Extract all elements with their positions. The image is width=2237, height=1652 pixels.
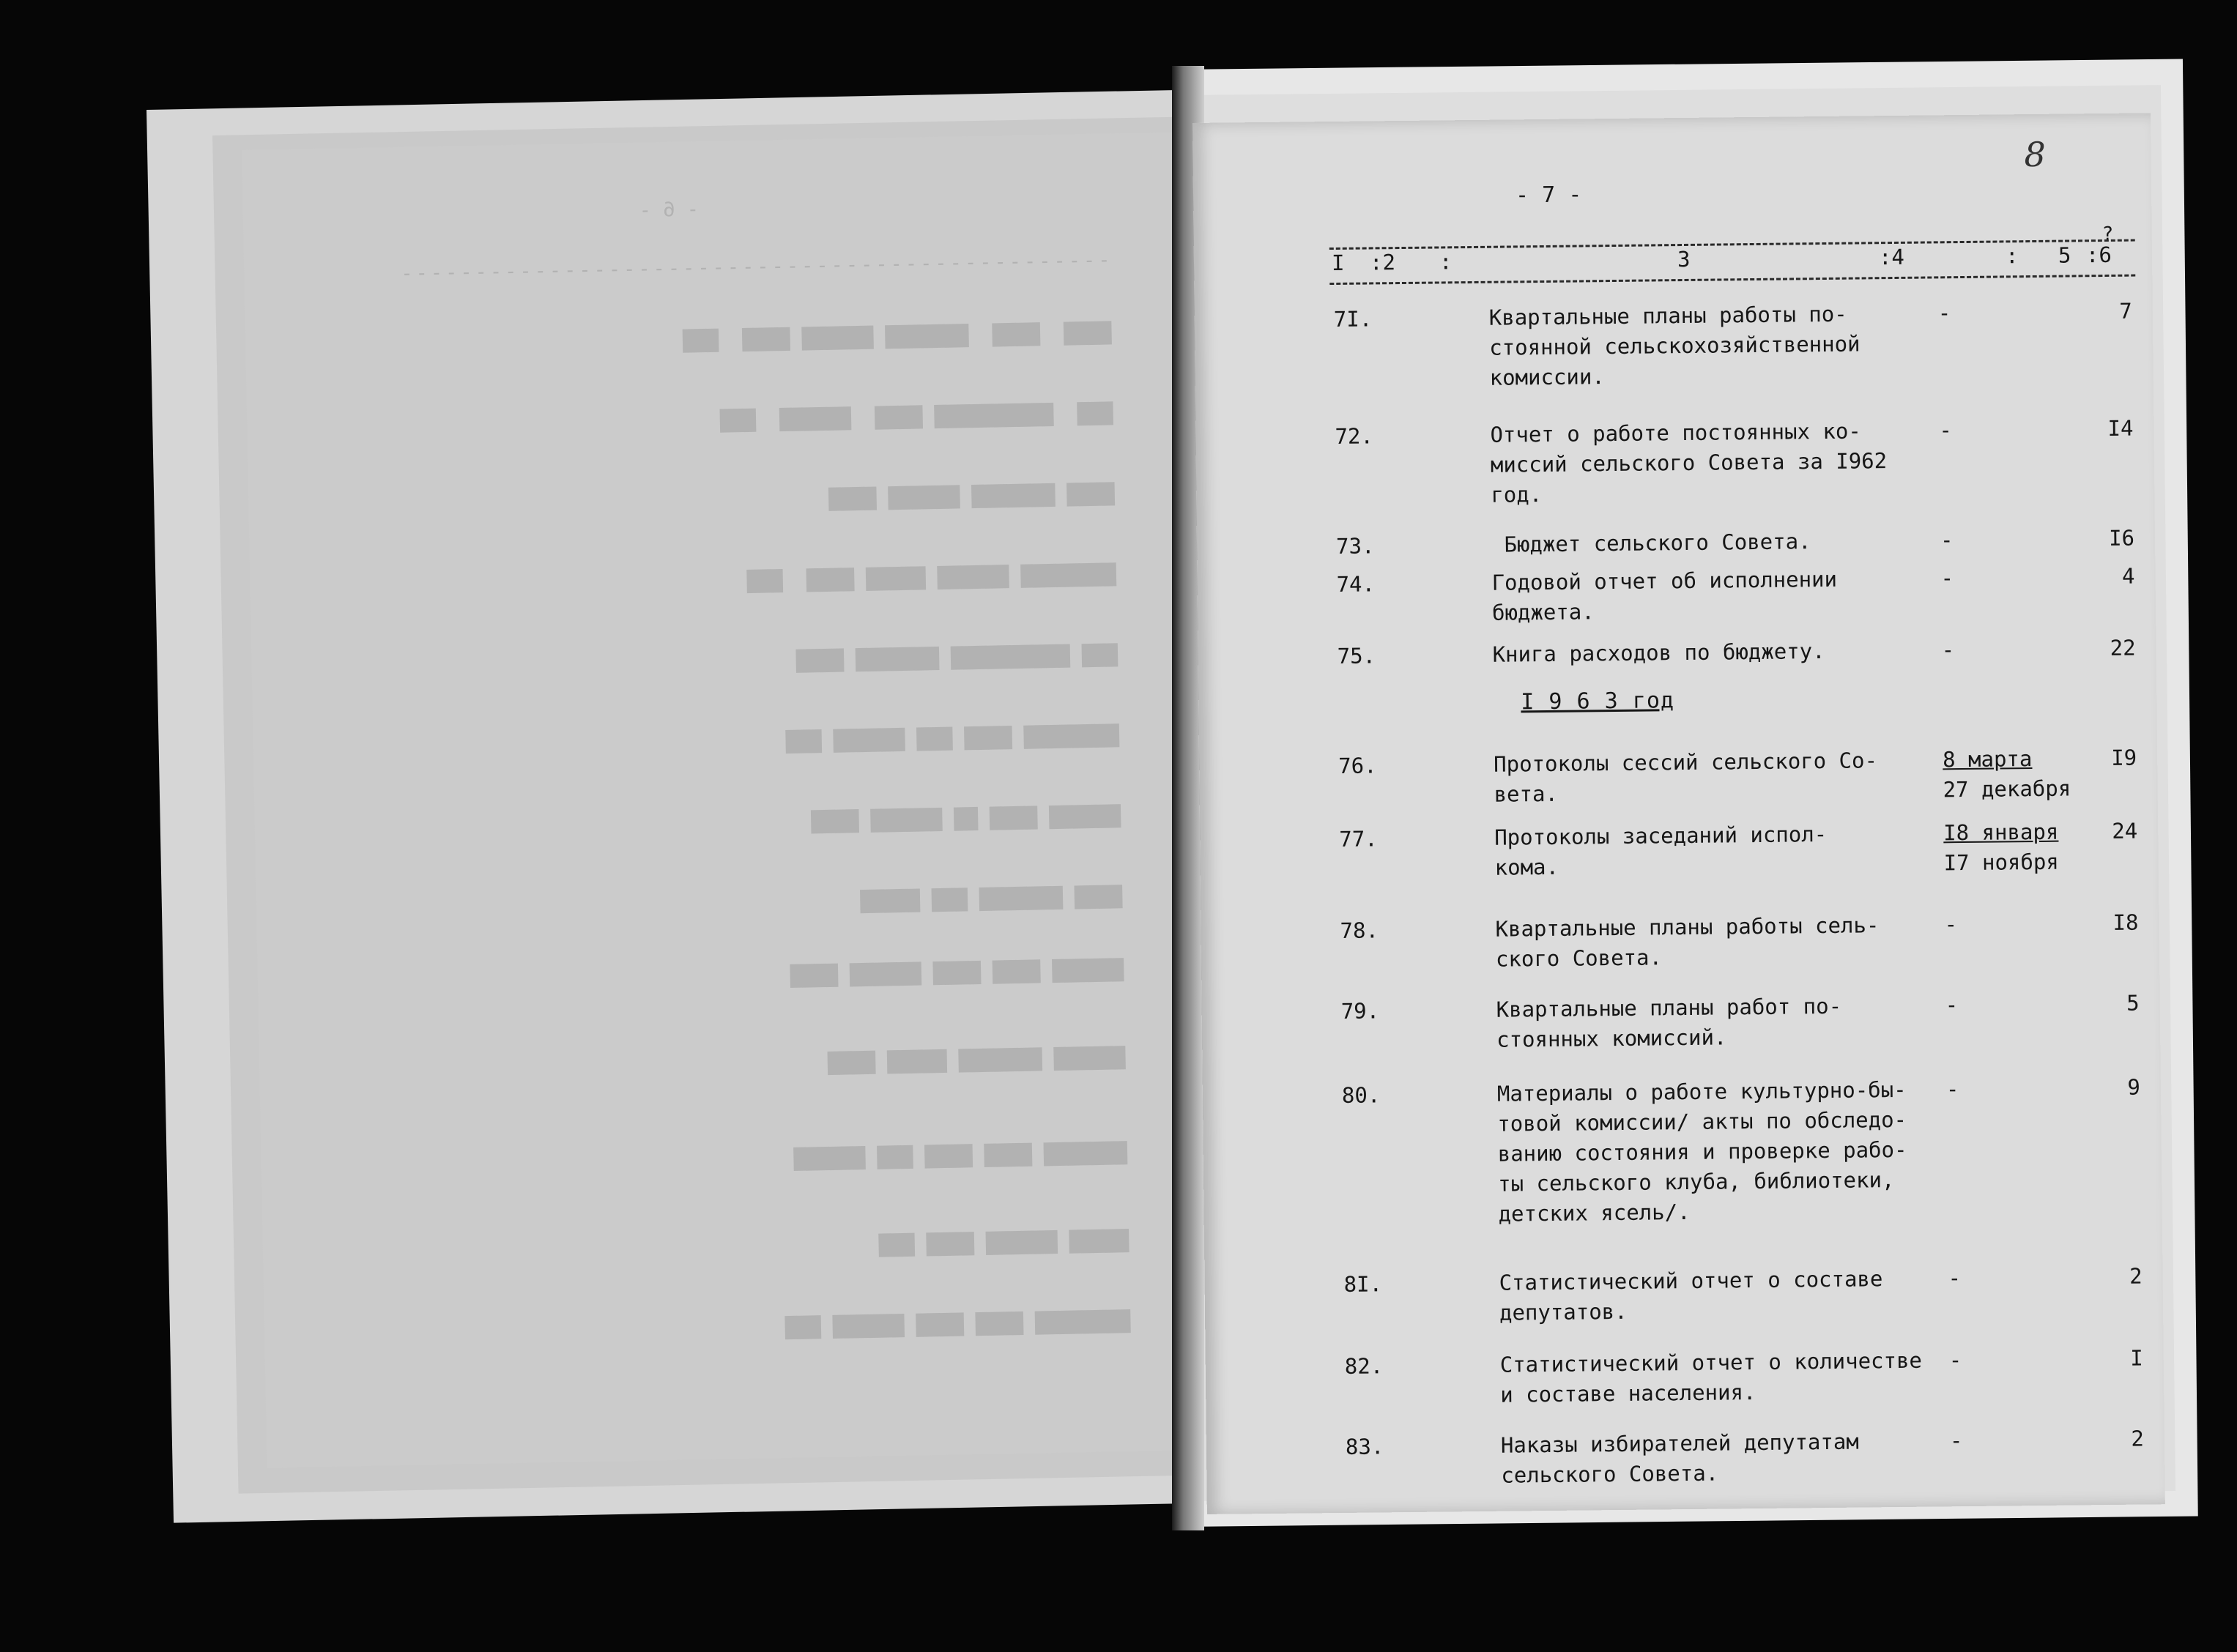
year-heading: I 9 6 3 год	[1521, 688, 1675, 715]
row-number: 76.	[1338, 753, 1377, 778]
row-title-line: год.	[1491, 482, 1543, 507]
row-title-line: детских ясель/.	[1498, 1199, 1691, 1227]
row-title-line: сельского Совета.	[1501, 1460, 1719, 1488]
row-sheet-count: 7	[2119, 298, 2132, 324]
row-title-line: Статистический отчет о составе	[1499, 1266, 1883, 1295]
row-number: 8I.	[1343, 1271, 1383, 1297]
row-title	[1491, 525, 1945, 559]
row-title-line: товой комиссии/ акты по обследо-	[1497, 1106, 1907, 1136]
row-title	[1494, 818, 1949, 882]
row-title	[1492, 635, 1946, 669]
row-sheet-count: 2	[2131, 1426, 2145, 1451]
row-sheet-count: 4	[2121, 563, 2135, 589]
row-title	[1499, 1263, 1954, 1328]
row-title-line: бюджета.	[1491, 599, 1595, 625]
row-sheet-count: I	[2130, 1345, 2143, 1371]
row-title	[1496, 990, 1951, 1054]
row-date-line: -	[1948, 1265, 1962, 1291]
row-sheet-count: I6	[2108, 525, 2135, 551]
row-title-line: Квартальные планы работ по-	[1496, 993, 1842, 1022]
row-date-line: -	[1937, 300, 1951, 326]
row-title	[1494, 745, 1948, 809]
row-title-line: Протоколы сессий сельского Со-	[1494, 748, 1878, 777]
row-date-line: 8 марта	[1942, 746, 2033, 773]
row-title-line: Отчет о работе постоянных ко-	[1490, 418, 1861, 447]
row-title-line: Книга расходов по бюджету.	[1492, 638, 1825, 667]
row-date-line: -	[1948, 1347, 1962, 1373]
row-title-line: Наказы избирателей депутатам	[1500, 1429, 1859, 1458]
row-date-line: -	[1945, 1076, 1959, 1102]
row-title-line: Материалы о работе культурно-бы-	[1496, 1076, 1907, 1106]
row-sheet-count: I9	[2111, 745, 2137, 770]
row-date-line: -	[1940, 565, 1954, 591]
row-sheet-count: 22	[2110, 635, 2136, 661]
row-number: 72.	[1335, 423, 1374, 449]
row-title-line: депутатов.	[1499, 1298, 1628, 1325]
row-sheet-count: 24	[2112, 818, 2138, 844]
row-date-line: I8 января	[1943, 819, 2059, 846]
row-title-line: Квартальные планы работы сель-	[1495, 912, 1880, 942]
row-number: 77.	[1339, 826, 1378, 852]
row-title-line: ского Совета.	[1495, 945, 1663, 972]
row-title	[1491, 563, 1946, 628]
left-page-bleed-through: - 6 - ------------------------------------------------ ████ ████ ███████ ██████ ████ ███ ███ ██████████ ████ ██████ ███ ████ ███████ ██████ ████ ████████ ██████ █████ ████ ███ ███ ██████████ ███████ ████ ████████ ████ ███ ██████ ███ ██████ ████ ██ ██████ ████ ████ ███████ ███ █████ ██████ ████ ████ ██████ ████ ██████ ███████ █████ ████ ███████ ████ ████ ███ ██████ █████ ██████ ████ ███ ████████ ████ ████ ██████ ███	[251, 167, 1192, 1473]
row-title-line: Статистический отчет о количестве	[1499, 1347, 1923, 1377]
row-title-line: и составе населения.	[1500, 1380, 1756, 1407]
right-page	[1192, 113, 2165, 1514]
row-title-line: Бюджет сельского Совета.	[1491, 529, 1811, 557]
row-number: 75.	[1337, 643, 1376, 669]
corner-mark: ?	[2101, 223, 2114, 246]
row-title-line: Квартальные планы работы по-	[1488, 301, 1847, 330]
header-separator: :	[1439, 249, 1453, 275]
row-title-line: Протоколы заседаний испол-	[1494, 821, 1828, 850]
row-title-line: комиссии.	[1489, 364, 1605, 390]
row-date-line: -	[1945, 992, 1959, 1018]
row-title	[1495, 909, 1950, 974]
row-title-line: Годовой отчет об исполнении	[1491, 566, 1838, 595]
row-title	[1497, 1074, 1953, 1229]
row-title-line: ты сельского клуба, библиотеки,	[1498, 1167, 1895, 1197]
row-number: 74.	[1336, 571, 1376, 597]
header-rule-bottom	[1329, 275, 2135, 286]
row-number: 7I.	[1333, 306, 1373, 332]
row-title	[1490, 415, 1945, 510]
row-title-line: кома.	[1494, 854, 1559, 880]
header-col-5: 5	[2058, 242, 2071, 268]
header-separator-2: :	[2005, 243, 2019, 269]
row-title-line: вета.	[1494, 781, 1559, 807]
row-date-line: I7 ноября	[1943, 849, 2059, 876]
row-date-line: 27 декабря	[1943, 775, 2071, 803]
row-date-line: -	[1939, 417, 1953, 443]
row-sheet-count: 2	[2129, 1263, 2143, 1289]
row-number: 80.	[1341, 1082, 1381, 1108]
header-col-4: :4	[1878, 244, 1905, 270]
left-page-number: - 6 -	[639, 198, 700, 222]
row-title	[1501, 1426, 1956, 1490]
row-date-line: -	[1940, 527, 1954, 553]
row-number: 83.	[1345, 1434, 1384, 1459]
row-title	[1500, 1345, 1955, 1410]
row-number: 82.	[1344, 1353, 1384, 1379]
row-sheet-count: 9	[2127, 1074, 2141, 1100]
row-date-line: -	[1949, 1428, 1963, 1454]
row-title-line: ванию состояния и проверке рабо-	[1497, 1136, 1907, 1167]
header-col-6: :6	[2085, 242, 2112, 268]
header-col-2: :2	[1369, 250, 1396, 275]
row-date-line: -	[1944, 912, 1958, 937]
row-title	[1489, 298, 1944, 392]
header-col-1: I	[1331, 250, 1345, 276]
row-title-line: стоянных комиссий.	[1496, 1024, 1727, 1052]
row-sheet-count: I8	[2112, 909, 2139, 935]
row-number: 78.	[1340, 918, 1379, 943]
row-title-line: миссий сельского Совета за I962	[1490, 448, 1888, 477]
row-number: 73.	[1335, 533, 1375, 559]
handwritten-folio-number: 8	[2024, 134, 2047, 175]
page-number: - 7 -	[1515, 182, 1582, 209]
row-number: 79.	[1340, 998, 1380, 1024]
row-sheet-count: I4	[2107, 415, 2134, 441]
row-sheet-count: 5	[2126, 990, 2140, 1016]
row-date-line: -	[1941, 637, 1955, 663]
header-col-3: 3	[1677, 246, 1691, 272]
row-title-line: стоянной сельскохозяйственной	[1489, 331, 1861, 360]
